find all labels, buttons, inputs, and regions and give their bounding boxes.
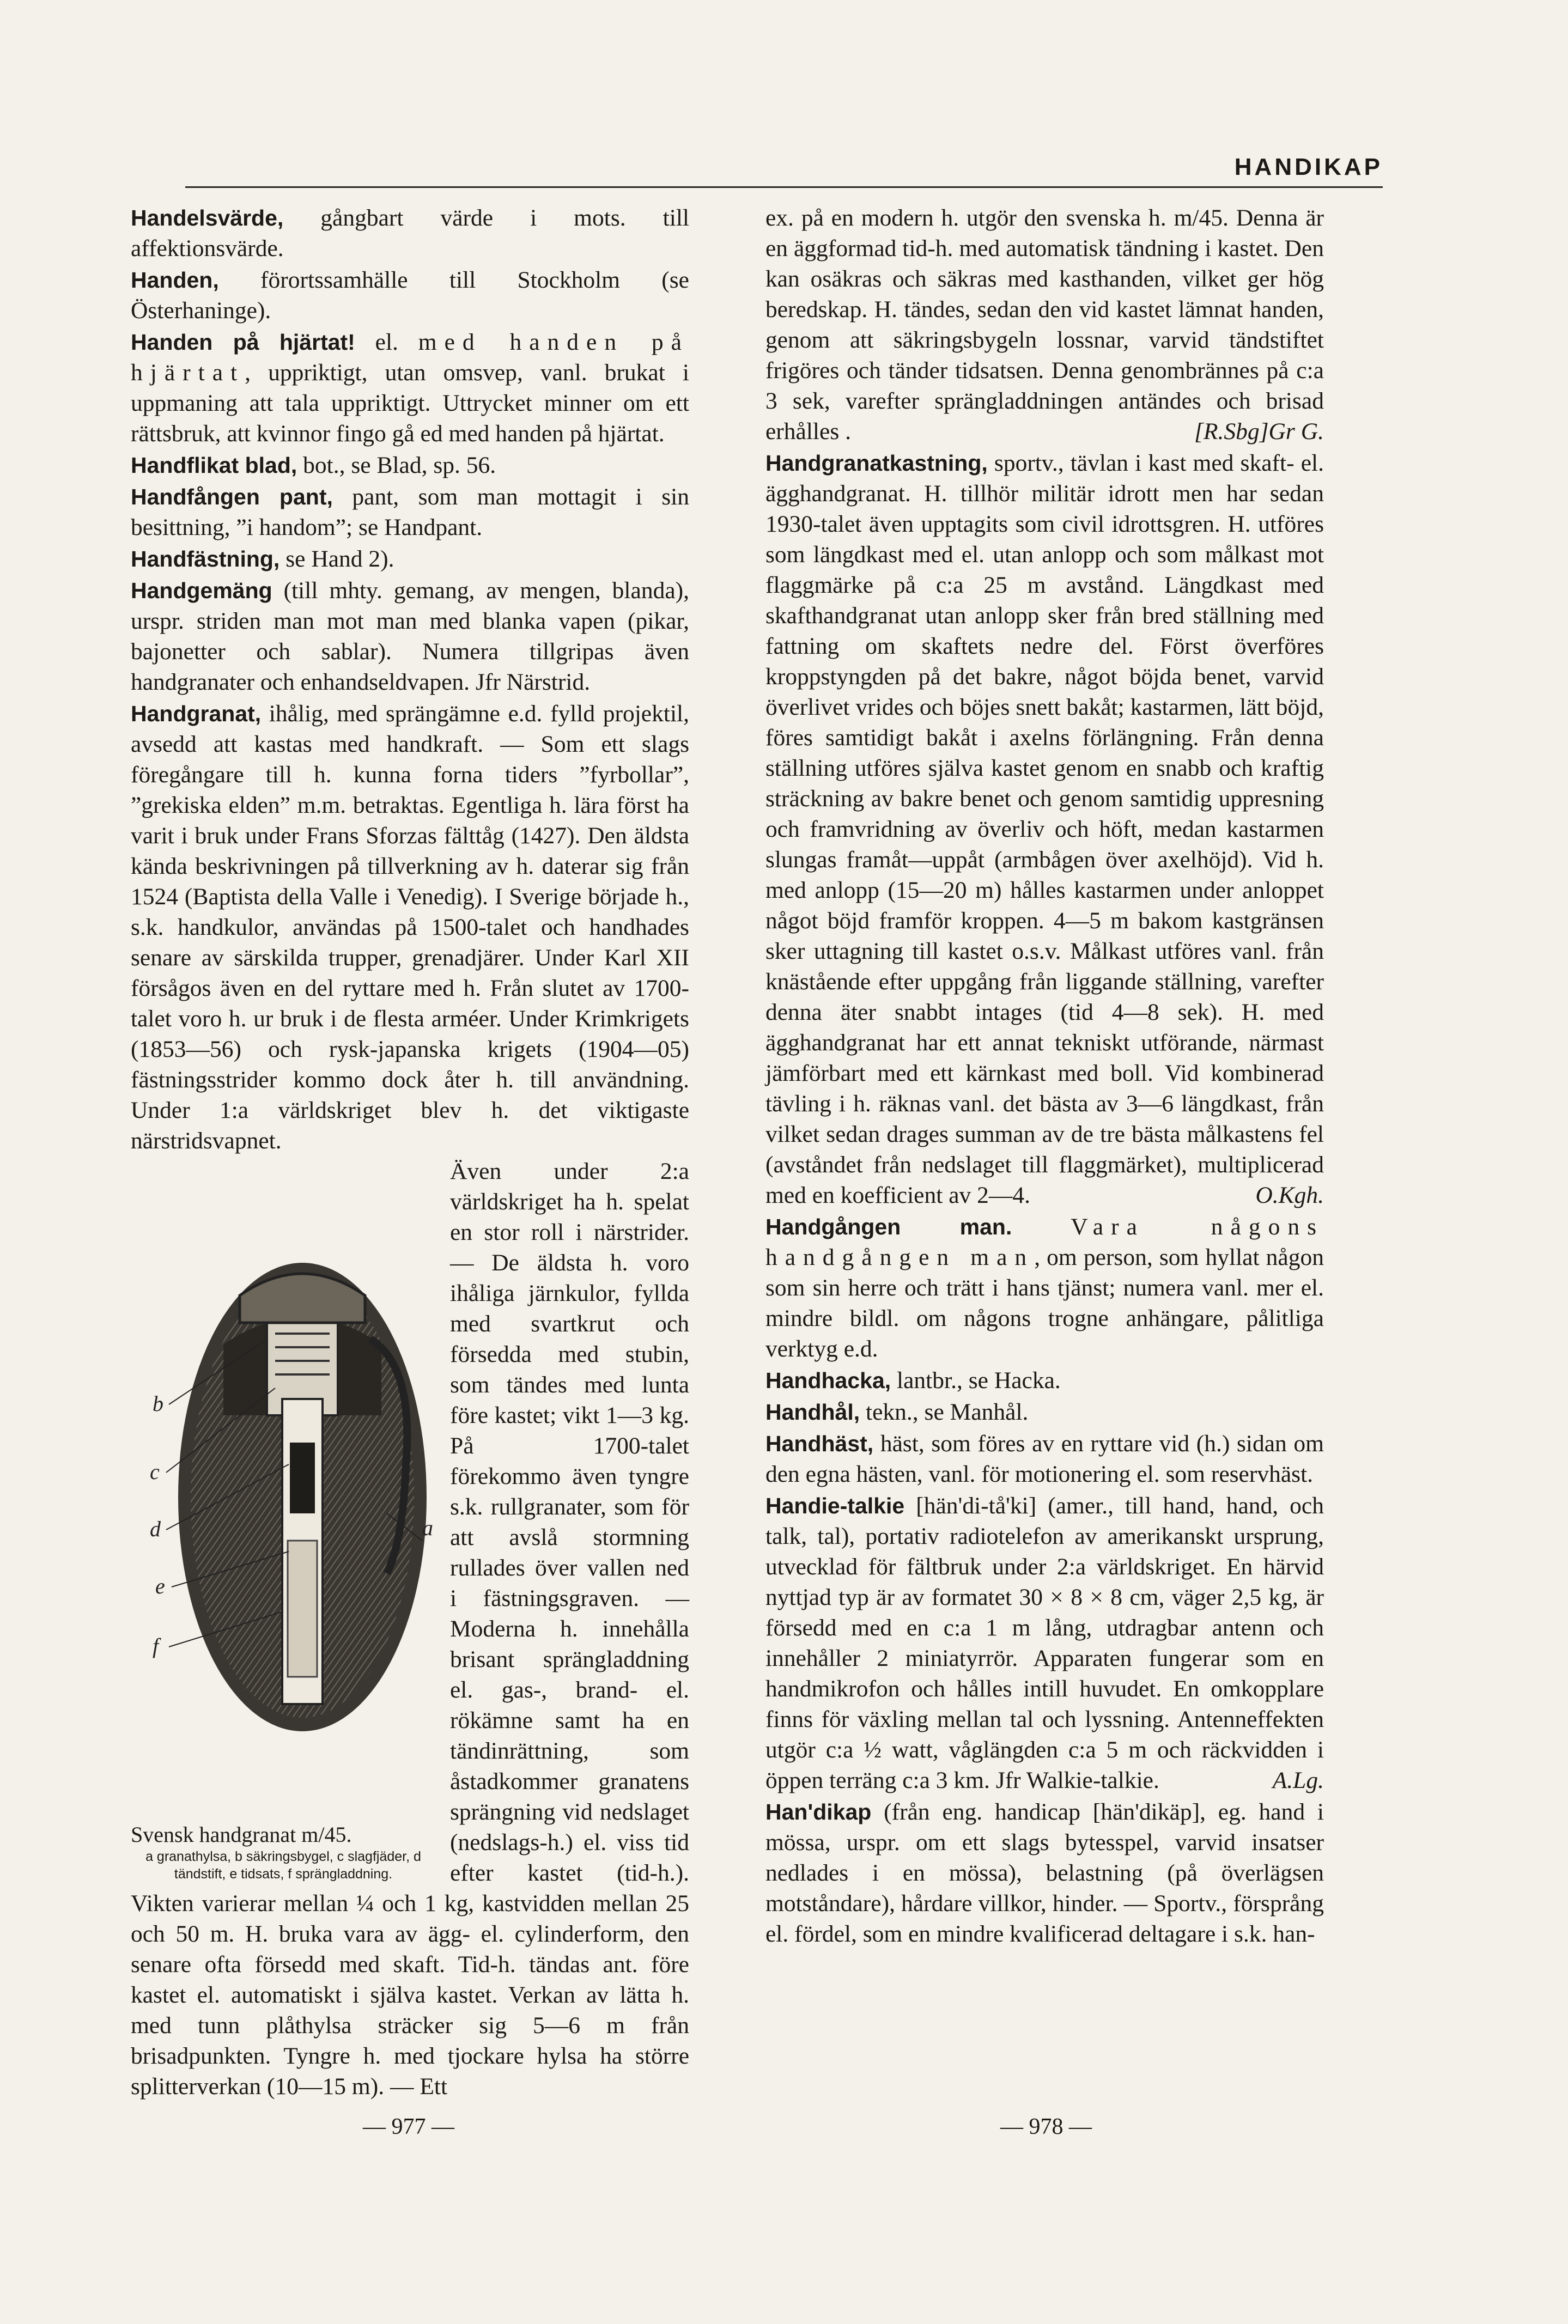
running-head: HANDIKAP — [1234, 154, 1383, 180]
label-d: d — [150, 1517, 161, 1541]
page-number-right: — 978 — — [1000, 2114, 1092, 2139]
entry-handgangen-man: Handgången man. Vara någons handgången man, om person, som hyllat någon som sin herre och trätt i hans tjänst; numera vanl. mer el. mindre bildl. om någons trogne anhängare, pålitliga verktyg e.d. — [765, 1214, 1324, 1362]
entry-handgranat-cont: ex. på en modern h. utgör den svenska h. m/45. Denna är en äggformad tid-h. med automatisk tändning i kastet. Den kan osäkras och säkras med kasthanden, vilket ger hög beredskap. H. tändes, sedan den vid kastet lämnat handen, genom att säkringsbygeln lossnar, varvid tändstiftet frigöres och tänder tidsatsen. Denna genombrännes på c:a 3 sek, varefter sprängladdningen antändes och brisad erhålles . [R.Sbg]Gr G. — [765, 203, 1324, 447]
figure-caption-title: Svensk handgranat m/45. — [131, 1822, 352, 1847]
page-number-left: — 977 — — [363, 2114, 454, 2139]
entry-handfastning: Handfästning, se Hand 2). — [131, 546, 394, 572]
figure-caption-legend: a granathylsa, b säkringsbygel, c slagfjäder, d tändstift, e tidsats, f sprängladdning. — [145, 1849, 421, 1882]
entry-handgranat: Handgranat, ihålig, med sprängämne e.d. fylld projektil, avsedd att kastas med handkraft. — Som ett slags föregångare till h. kunna forna tiders ”fyrbollar”, ”grekiska elden” m.m. betraktas. Egentliga h. lära först ha varit i bruk under Frans Sforzas fälttåg (1427). Den äldsta kända beskrivningen på tillverkning av h. daterar sig från 1524 (Baptista della Valle i Venedig). I Sverige började h., s.k. handkulor, användas på 1500-talet och handhades senare av särskilda trupper, grenadjärer. Under Karl XII försågos även en del ryttare med h. Från slutet av 1700-talet voro h. ur bruk i de flesta arméer. Under Krimkrigets (1853—56) och rysk-japanska krigets (1904—05) fästningsstrider kommo dock åter h. till användning. Under 1:a världskriget blev h. det viktigaste närstridsvapnet. — [131, 701, 689, 1154]
grenade-illustration — [131, 1159, 436, 1818]
entry-handikap: Han'dikap (från eng. handicap [hän'dikäp], eg. hand i mössa, urspr. om ett slags bytesspel, varvid insatser nedlades i en mössa), belastning (på överlägsen motståndare), hårdare villkor, hinder. — Sportv., försprång el. fördel, som en mindre kvalificerad deltagare i s.k. han- — [765, 1799, 1324, 1947]
entry-handhal: Handhål, tekn., se Manhål. — [765, 1399, 1029, 1425]
grenade-figure — [131, 1159, 436, 1883]
author-signature: A.Lg. — [1272, 1767, 1324, 1793]
label-a: a — [422, 1516, 433, 1540]
entry-handgranatkastning: Handgranatkastning, sportv., tävlan i kast med skaft- el. ägghandgranat. H. tillhör militär idrott men har sedan 1930-talet även upptagits som civil idrottsgren. H. utföres som längdkast med el. utan anlopp och som målkast mot flaggmärke på c:a 25 m avstånd. Längdkast med skafthandgranat utan anlopp sker från bred ställning med fattning om skaftets nedre del. Först överföres kroppstyngden på det bakre, något böjda benet, varvid överlivet vrides och böjes snett bakåt; kastarmen, lätt böjd, föres samtidigt bakåt i axelns förlängning. Från denna ställning utföres själva kastet genom en snabb och kraftig sträckning av bakre benet och genom samtidig uppresning och framvridning av överliv och höft, medan kastarmen slungas framåt—uppåt (armbågen över axelhöjd). Vid h. med anlopp (15—20 m) hålles kastarmen under anloppet något böjd framför kroppen. 4—5 m bakom kastgränsen sker uttagning till kastet o.s.v. Målkast utföres vanl. från knästående efter uppgång från liggande ställning, varefter denna äter snabbt intages (tid 4—8 sek). H. med ägghandgranat har ett annat tekniskt utförande, närmast jämförbart med ett kärnkast med boll. Vid kombinerad tävling i h. räknas vanl. det bästa av 3—6 längdkast, från vilket sedan drages summan av de tre bästa målkastens fel (avståndet från nedslaget till flaggmärket), multiplicerad med en koefficient av 2—4. O.Kgh. — [765, 448, 1324, 1210]
entry-handgranat-continued: Även under 2:a världskriget ha h. spelat en stor roll i närstrider. — De äldsta h. voro ihåliga järnkulor, fyllda med svartkrut och försedda med stubin, som tändes med lunta före kastet; vikt 1—3 kg. På 1700-talet förekommo även tyngre s.k. rullgranater, som för att avslå stormning rullades över vallen ned i fästningsgraven. — Moderna h. innehålla brisant sprängladdning el. gas-, brand- el. rökämne samt ha en tändinrättning, som åstadkommer granatens sprängning vid nedslaget (nedslags-h.) el. viss tid efter kastet (tid-h.). Vikten varierar mellan ¼ och 1 kg, kastvidden mellan 25 och 50 m. H. bruka vara av ägg- el. cylinderform, den senare ofta försedd med skaft. Tid-h. tändas ant. före kastet el. automatiskt i själva kastet. Verkan av lätta h. med tunn plåthylsa sträcker sig 5—6 m från brisadpunkten. Tyngre h. med tjockare hylsa ha större splitterverkan (10—15 m). — Ett — [131, 1158, 689, 2100]
label-b: b — [153, 1391, 163, 1416]
entry-handelsvarde: Handelsvärde, gångbart värde i mots. till affektionsvärde. — [131, 205, 689, 261]
label-f: f — [153, 1634, 159, 1658]
header-rule — [185, 150, 1383, 188]
entry-handgemang: Handgemäng (till mhty. gemang, av mengen, blanda), urspr. striden man mot man med blanka vapen (pikar, bajonetter och sablar). Numera tillgripas även handgranater och enhandseldvapen. Jfr Närstrid. — [131, 577, 689, 695]
label-c: c — [150, 1459, 160, 1484]
entry-handie-talkie: Handie-talkie [hän'di-tå'ki] (amer., till hand, hand, och talk, tal), portativ radiotelefon av amerikanskt ursprung, utvecklad för fältbruk under 2:a världskriget. En härvid nyttjad typ är av formatet 30 × 8 × 8 cm, väger 2,5 kg, är försedd med en c:a 1 m lång, utdragbar antenn och innehåller 2 miniatyrrör. Apparaten fungerar som en handmikrofon och hålles intill huvudet. En omkopplare finns för växling mellan tal och lyssning. Antenneffekten utgör c:a ½ watt, våglängden c:a 5 m och räckvidden i öppen terräng c:a 3 km. Jfr Walkie-talkie. A.Lg. — [765, 1490, 1324, 1796]
entry-handhast: Handhäst, häst, som föres av en ryttare vid (h.) sidan om den egna hästen, vanl. för motionering el. som reservhäst. — [765, 1431, 1324, 1487]
entry-handflikat-blad: Handflikat blad, bot., se Blad, sp. 56. — [131, 452, 496, 478]
entry-handfangen-pant: Handfången pant, pant, som man mottagit i sin besittning, ”i handom”; se Handpant. — [131, 484, 690, 540]
author-signature: [R.Sbg]Gr G. — [1194, 418, 1324, 445]
entry-handen: Handen, förortssamhälle till Stockholm (se Österhaninge). — [131, 267, 689, 324]
entry-handen-pa-hjartat: Handen på hjärtat! el. med handen på hjärtat, uppriktigt, utan omsvep, vanl. brukat i uppmaning att tala uppriktigt. Uttrycket minner om ett rättsbruk, att kvinnor fingo gå ed med handen på hjärtat. — [131, 329, 689, 447]
firing-pin — [290, 1443, 315, 1513]
entry-handhacka: Handhacka, lantbr., se Hacka. — [765, 1367, 1061, 1394]
label-e: e — [155, 1574, 165, 1598]
author-signature: O.Kgh. — [1255, 1182, 1324, 1208]
left-column — [131, 203, 689, 2102]
right-column — [765, 203, 1324, 1949]
